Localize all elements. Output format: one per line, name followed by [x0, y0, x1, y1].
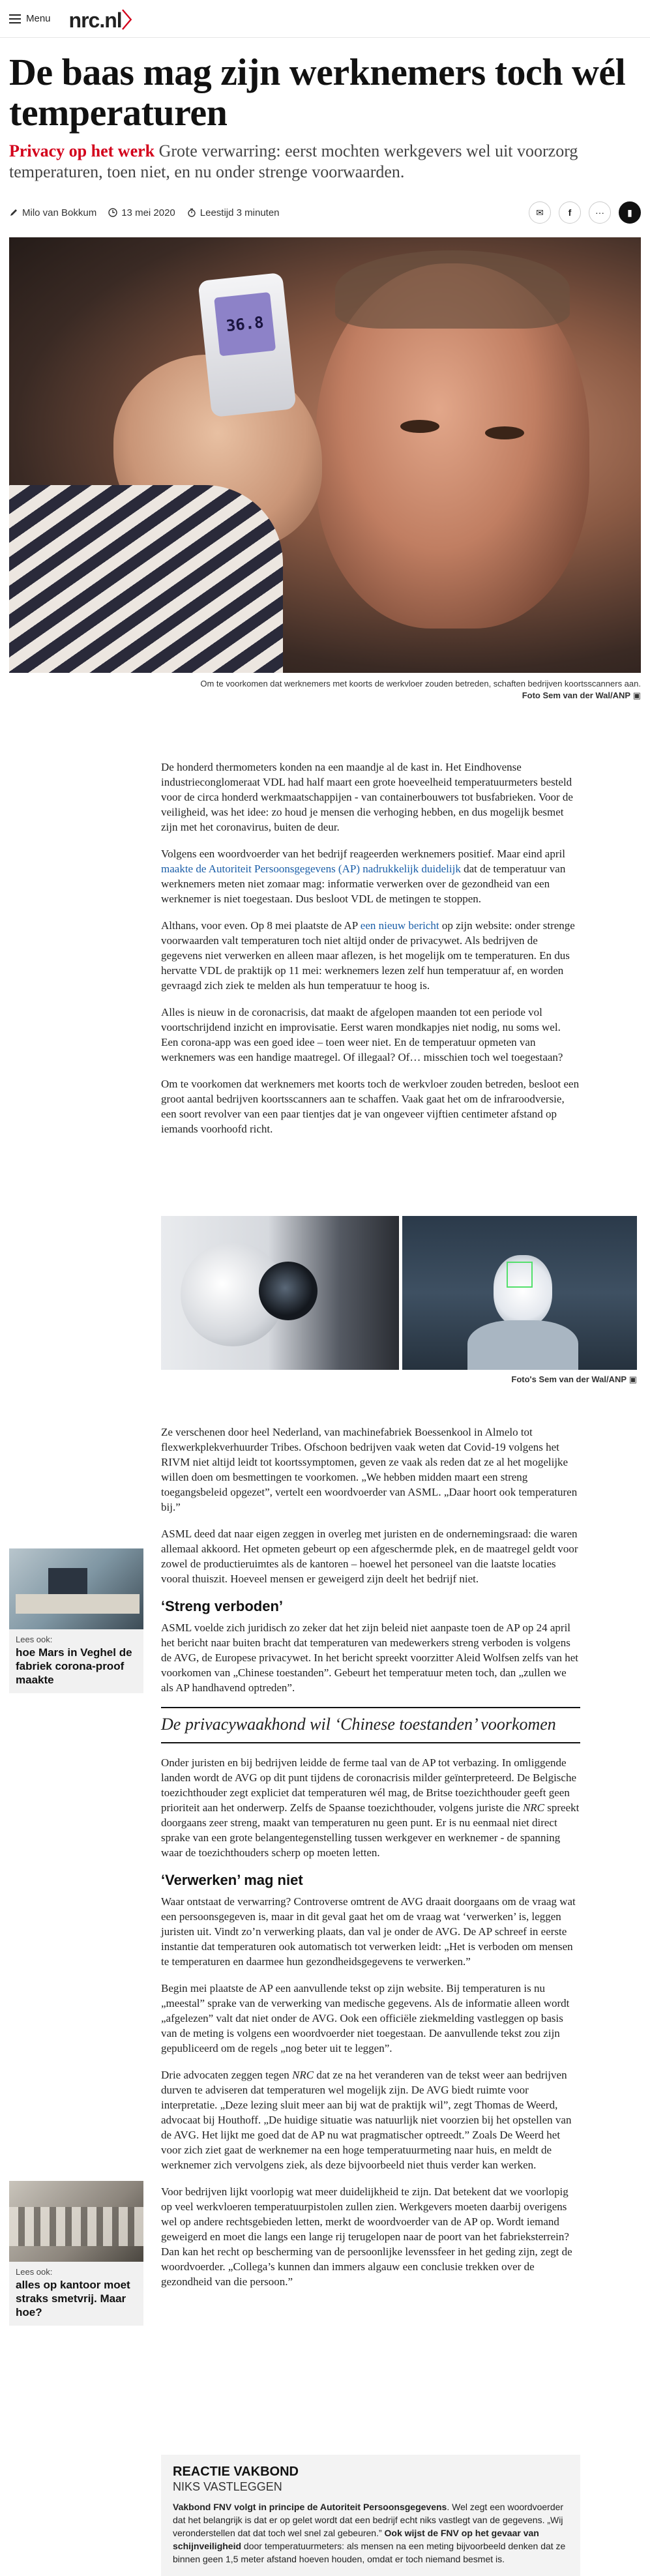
related-thumbnail	[9, 1548, 143, 1629]
text: Vakbond FNV volgt in principe de Autoriteit Persoonsgegevens	[173, 2502, 447, 2512]
article-body-2	[161, 1425, 580, 2301]
thermometer-screen: 36.8	[214, 292, 276, 356]
more-icon: ···	[595, 207, 604, 218]
text: NRC	[292, 2069, 314, 2081]
paragraph	[161, 1755, 580, 1860]
camera-icon: ▣	[628, 1374, 637, 1384]
reaction-title: REACTIE VAKBOND	[173, 2465, 299, 2479]
paragraph	[161, 918, 580, 993]
paragraph: Ze verschenen door heel Nederland, van machinefabriek Boessenkool in Almelo tot flexwerkplekverhuurder Tribes. Ofschoon bedrijven vaak weten dat Covid-19 volgens het RIVM niet altijd leidt tot koortssymptomen, geven ze vaak als reden dat ze al het mogelijke willen doen om besmettingen te voorkomen. „We hebben midden maart een streng toegangsbeleid opgezet”, vertelt een woordvoerder van ASML. „Daar hoort ook temperaturen bij.”	[161, 1426, 578, 1513]
new-message-link[interactable]: een nieuw bericht	[360, 919, 439, 932]
logo-text: nrc.nl	[68, 8, 122, 32]
site-logo[interactable]	[69, 4, 142, 34]
read-time	[187, 207, 280, 218]
text: Drie advocaten zeggen tegen	[161, 2069, 293, 2081]
detection-box	[507, 1262, 533, 1288]
paragraph: Om te voorkomen dat werknemers met koorts toch de werkvloer zouden betreden, besloot een groot aantal bedrijven koortsscanners aan te schaffen. Vaak gaat het om de infraroodversie, een soort revolver van een paar tientjes dat je van ongeveer vijftien centimeter afstand op iemands voorhoofd richt.	[161, 1078, 580, 1135]
paragraph: ASML voelde zich juridisch zo zeker dat het zijn beleid niet aanpaste toen de AP op 24 april het bericht naar buiten bracht dat temperaturen van medewerkers streng verboden is volgens de AVG, de Europese privacywet. In het bericht spreekt voorzitter Aleid Wolfsen zelfs van het voorkomen van „Chinese toestanden”. Gebeurt het temperatuur meten toch, dan „zullen we als AP handhavend optreden”.	[161, 1621, 579, 1694]
hamburger-icon	[9, 14, 21, 23]
eye-shape	[400, 420, 439, 433]
thermal-image-photo	[402, 1216, 637, 1370]
desk-shape	[16, 1594, 140, 1614]
publish-date	[108, 207, 175, 218]
text: dat ze na het veranderen van de tekst weer aan bedrijven durven te adviseren dat temperaturen wel mogelijk zijn. De AVG biedt ruimte voor interpretatie. „Deze lezing sluit meer aan bij wat de praktijk wil”, zegt Thomas de Weerd, advocaat bij Houthoff. „De huidige situatie was natuurlijk niet voorzien bij het opstellen van de AVG. Het lijkt me goed dat de AP nu wat pragmatischer optreedt.” Zoals De Weerd het voor zich ziet gaat de werknemer na een hoge temperatuurmeting naar huis, en meldt de werknemer zich vervolgens ziek, als deze bijvoorbeeld niet thuis verder kan werken.	[161, 2069, 572, 2171]
hero-caption	[9, 678, 641, 702]
text: Onder juristen en bij bedrijven leidde de ferme taal van de AP tot verbazing. In omliggende landen wordt de AVG op dit punt tijdens de coronacrisis milder geïnterpreteerd. De Belgische toezichthouder zegt expliciet dat temperaturen wél mag, de Britse toezichthouder geeft geen prioriteit aan het onderwerp. Zelfs de Spaanse toezichthouder, volgens juriste die	[161, 1756, 577, 1814]
text: op zijn website: onder strenge voorwaarden valt temperaturen toch niet altijd onder de privacywet. Als bedrijven de gegevens niet verwerken en alleen maar aflezen, is het mogelijk om te temperaturen. En dus hervatte VDL de praktijk op 11 mei: werknemers lezen zelf hun temperatuur af, en worden gevraagd zich ziek te melden als hun temperatuur te hoog is.	[161, 919, 575, 992]
paragraph: ASML deed dat naar eigen zeggen in overleg met juristen en de ondernemingsraad: die waren allemaal akkoord. Het opmeten gebeurt op een afgeschermde plek, en de maatregel geldt voor zowel de productieruimtes als de kantoren – hoewel het personeel van die laatste locaties vooral thuiszit. Hoeveel mensen er geweigerd zijn deelt het bedrijf niet.	[161, 1528, 578, 1585]
related-title: alles op kantoor moet straks smetvrij. Maar hoe?	[16, 2279, 130, 2318]
menu-label: Menu	[26, 13, 51, 24]
thermometer-shape	[198, 273, 296, 417]
reaction-text	[173, 2500, 569, 2566]
thermal-camera-photo	[161, 1216, 399, 1370]
top-bar	[0, 0, 650, 38]
hero-credit: Foto Sem van der Wal/ANP	[522, 690, 631, 700]
article-kicker: Privacy op het werk	[9, 141, 155, 160]
byline-row	[9, 201, 641, 224]
paragraph: De honderd thermometers konden na een maandje al de kast in. Het Eindhovense industrieconglomeraat VDL had half maart een grote hoeveelheid temperatuurmeters besteld voor de circa honderd werkmaatschappijen - van containerbouwers tot busfabrieken. Voor de veiligheid, was het idee: zo houd je mensen die verhoging hebben, en dus mogelijk besmet zijn met het coronavirus, buiten de deur.	[161, 761, 573, 833]
mail-icon: ✉	[536, 207, 544, 218]
text: NRC	[522, 1801, 545, 1814]
read-time-text: Leestijd 3 minuten	[199, 207, 280, 218]
article-body-1	[161, 760, 580, 1148]
screen-shape	[48, 1568, 87, 1594]
pull-quote: De privacywaakhond wil ‘Chinese toestanden’ voorkomen	[161, 1707, 580, 1743]
paragraph	[161, 846, 580, 906]
reaction-subtitle: NIKS VASTLEGGEN	[173, 2480, 282, 2493]
related-label: Lees ook:	[16, 2267, 53, 2277]
text: door temperatuurmeters: als mensen na een meting bijvoorbeeld denken dat ze binnen geen 1,5 meter afstand hoeven houden, omdat er toch niemand besmet is.	[173, 2541, 566, 2564]
camera-icon: ▣	[632, 690, 641, 700]
date-text: 13 mei 2020	[121, 207, 175, 218]
img2-credit: Foto's Sem van der Wal/ANP	[511, 1374, 627, 1384]
related-title: hoe Mars in Veghel de fabriek corona-proof maakte	[16, 1646, 132, 1686]
related-label: Lees ook:	[16, 1635, 53, 1644]
facebook-share-button[interactable]	[559, 201, 581, 224]
timer-icon	[187, 208, 196, 217]
share-buttons	[529, 201, 641, 224]
paragraph: Alles is nieuw in de coronacrisis, dat maakt de afgelopen maanden tot een periode vol voortschrijdend inzicht en improvisatie. Eerst waren mondkapjes niet nodig, nu soms wel. Een corona-app was een goed idee – toen weer niet. En de temperatuur opmeten van werknemers was een handige maatregel. Of illegaal? Of… misschien toch wel toegestaan?	[161, 1006, 563, 1063]
text: Ook wijst de FNV op het gevaar van schijnveiligheid	[173, 2528, 539, 2551]
author[interactable]	[9, 207, 96, 218]
article-headline: De baas mag zijn werknemers toch wél temperaturen	[9, 51, 626, 134]
text: Volgens een woordvoerder van het bedrijf reageerden werknemers positief. Maar eind april	[161, 848, 565, 860]
img2-caption	[161, 1374, 637, 1385]
subheading: ‘Verwerken’ mag niet	[161, 1872, 303, 1888]
ap-article-link[interactable]: maakte de Autoriteit Persoonsgegevens (AP) nadrukkelijk duidelijk	[161, 863, 461, 875]
sleeve-shape	[9, 485, 283, 673]
author-name: Milo van Bokkum	[22, 207, 97, 218]
logo-tick-icon: 〉	[121, 8, 142, 32]
pen-icon	[9, 208, 18, 217]
hero-caption-text: Om te voorkomen dat werknemers met koorts de werkvloer zouden betreden, schaften bedrijven koortsscanners aan.	[200, 679, 641, 688]
paragraph: Voor bedrijven lijkt voorlopig wat meer duidelijkheid te zijn. Dat betekent dat we voorlopig op veel werkvloeren temperatuurpistolen zullen zien. Werkgevers moeten daarbij overigens wel op andere rechtsgebieden letten, merkt de woordvoerder van de AP op. Wordt iemand geweigerd en moet die langs een lange rij terugelopen naar de poort van het fabrieksterrein? Dan kan het recht op bescherming van de persoonlijke levenssfeer in het geding zijn, zegt de woordvoerder. „Collega’s kunnen dan immers algauw een conclusie trekken over de gezondheid van die persoon.”	[161, 2185, 572, 2288]
related-article-card[interactable]	[9, 2181, 143, 2326]
hair-shape	[335, 250, 570, 329]
related-article-card[interactable]	[9, 1548, 143, 1693]
camera-photos	[161, 1216, 637, 1370]
hero-photo	[9, 237, 641, 673]
text: spreekt doorgaans zeer streng, maakt van temperaturen nu geen punt. Er is nu eenmaal niet direct sprake van een grote belangentegenstelling tussen werkgever en werknemer - de spanning waar de toezichthouders scherp op moeten letten.	[161, 1801, 580, 1859]
union-reaction-box	[161, 2455, 580, 2576]
camera-lens-shape	[259, 1262, 318, 1320]
bookmark-button[interactable]	[619, 201, 641, 224]
menu-button[interactable]	[9, 13, 51, 24]
related-thumbnail	[9, 2181, 143, 2262]
clock-icon	[108, 208, 117, 217]
subheading: ‘Streng verboden’	[161, 1598, 284, 1614]
facebook-icon: f	[568, 207, 572, 218]
article-intro	[0, 133, 650, 183]
paragraph: Begin mei plaatste de AP een aanvullende tekst op zijn website. Bij temperaturen is nu „meestal” sprake van de verwerking van medische gegevens. Als de informatie alleen wordt „afgelezen” valt dat niet onder de AVG. Ook een officiële ziekmelding vastleggen op basis van de meting is volgens een woordvoerder niet toegestaan. De aanvullende tekst zou zijn gepubliceerd om de regels „nog beter uit te leggen”.	[161, 1982, 570, 2054]
more-share-button[interactable]	[589, 201, 611, 224]
text: dat de temperatuur van werknemers meten niet zomaar mag: informatie verwerken over de gezondheid van een werknemer is niet toegestaan. Dus besloot VDL de metingen te stoppen.	[161, 863, 566, 905]
office-rows-shape	[9, 2207, 143, 2246]
article-lead: Grote verwarring: eerst mochten werkgevers wel uit voorzorg temperaturen, toen niet, en nu onder strenge voorwaarden.	[9, 141, 578, 181]
thermal-torso-shape	[467, 1320, 578, 1370]
text: Althans, voor even. Op 8 mei plaatste de AP	[161, 919, 361, 932]
paragraph: Waar ontstaat de verwarring? Controverse omtrent de AVG draait doorgaans om de vraag wat een persoonsgegeven is, maar in dit geval gaat het om de vraag wat ‘verwerken’ is, leggen juristen uit. Vindt zo’n verwerking plaats, dan val je onder de AVG. De AP schreef in eerste instantie dat temperaturen ook automatisch tot verwerken leidt: „Het is verboden om mensen te temperaturen en daarmee hun gezondheidsgegevens te verwerken.”	[161, 1895, 576, 1968]
paragraph	[161, 2067, 580, 2172]
bookmark-icon: ▮	[627, 207, 632, 218]
eye-shape	[485, 426, 524, 439]
text: . Wel zegt een woordvoerder dat het belangrijk is dat er op gelet wordt dat een bedrijf echt niks vastlegt van de gegevens. „Wij veronderstellen dat dat toch wel snel zal gebeuren.”	[173, 2502, 564, 2538]
email-share-button[interactable]	[529, 201, 551, 224]
